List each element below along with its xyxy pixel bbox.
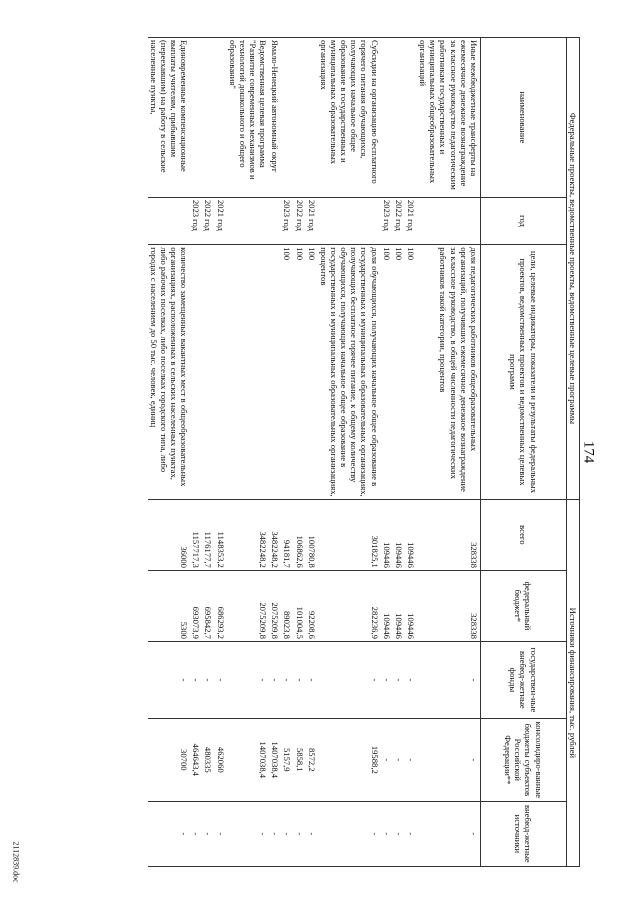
cell-regional: 5157,9	[281, 718, 293, 801]
cell-funds: -	[281, 641, 293, 718]
cell-year	[148, 197, 191, 244]
table-row	[227, 38, 270, 867]
cell-name	[202, 38, 214, 198]
cell-total: 109446	[393, 499, 405, 570]
cell-regional: 1407038,4	[269, 718, 281, 801]
cell-federal: 109446	[381, 570, 393, 641]
header-sources: Источники финансирования, тыс. рублей	[566, 499, 579, 866]
cell-total: 1157717,3	[190, 499, 202, 570]
table-row	[269, 38, 281, 867]
cell-regional: -	[393, 718, 405, 801]
cell-goal: 100	[306, 245, 318, 500]
cell-name: Единовременные компенсационные выплаты учителям, прибывшим (переехавшим) на работу в сельские населенные пункты,	[148, 38, 191, 198]
cell-regional: 480335	[202, 718, 214, 801]
cell-name	[306, 38, 318, 198]
cell-extra: -	[202, 801, 214, 866]
financing-table	[148, 37, 580, 867]
cell-name	[190, 38, 202, 198]
cell-goal	[202, 245, 214, 500]
cell-extra: -	[293, 801, 305, 866]
cell-year: 2022 год	[393, 197, 405, 244]
cell-goal	[227, 245, 270, 500]
cell-federal: 2075209,8	[227, 570, 270, 641]
cell-regional: 1407038,4	[227, 718, 270, 801]
header-group: Федеральные проекты, ведомственные проекты, ведомственные целевые программы	[566, 38, 579, 500]
cell-total: 109446	[381, 499, 393, 570]
cell-name: Ведомственная целевая программа "Развитие современных механизмов и технологий дошкольного и общего образования"	[227, 38, 270, 198]
cell-name	[293, 38, 305, 198]
cell-total: 100780,8	[306, 499, 318, 570]
cell-name: Иные межбюджетные трансферты на ежемесячное денежное вознаграждение за классное руководство педагогическим работникам государственных и муниципальных общеобразовательных организаций	[417, 38, 480, 198]
page-number: 174	[580, 440, 597, 464]
table-row	[202, 38, 214, 867]
cell-year: 2021 год	[306, 197, 318, 244]
landscape-table-area	[60, 37, 580, 867]
cell-federal: 686293,2	[214, 570, 226, 641]
cell-year: 2022 год	[202, 197, 214, 244]
cell-goal: 100	[405, 245, 417, 500]
cell-funds: -	[190, 641, 202, 718]
cell-extra: -	[318, 801, 381, 866]
header-extra: внебюд-жетные источники	[480, 801, 566, 866]
cell-federal: 109446	[393, 570, 405, 641]
cell-year	[269, 197, 281, 244]
cell-regional: 5858,1	[293, 718, 305, 801]
header-year: год	[480, 197, 566, 244]
cell-goal	[269, 245, 281, 500]
cell-extra: -	[227, 801, 270, 866]
cell-regional: -	[405, 718, 417, 801]
cell-extra: -	[306, 801, 318, 866]
table-row	[318, 38, 381, 867]
cell-extra: -	[417, 801, 480, 866]
table-row	[405, 38, 417, 867]
cell-goal	[214, 245, 226, 500]
cell-regional: 30700	[148, 718, 191, 801]
table-row	[381, 38, 393, 867]
cell-name	[214, 38, 226, 198]
cell-total: 301825,1	[318, 499, 381, 570]
cell-goal: 100	[293, 245, 305, 500]
cell-year: 2021 год	[405, 197, 417, 244]
cell-regional: 8572,2	[306, 718, 318, 801]
table-row	[281, 38, 293, 867]
cell-total: 106862,6	[293, 499, 305, 570]
cell-total: 1148353,2	[214, 499, 226, 570]
cell-federal: 693073,9	[190, 570, 202, 641]
table-body	[148, 38, 481, 867]
cell-goal: 100	[393, 245, 405, 500]
table-row	[293, 38, 305, 867]
cell-regional: 462060	[214, 718, 226, 801]
cell-name: Ямало-Ненецкий автономный округ	[269, 38, 281, 198]
table-row	[417, 38, 480, 867]
cell-regional: 464643,4	[190, 718, 202, 801]
cell-extra: -	[393, 801, 405, 866]
cell-extra: -	[214, 801, 226, 866]
cell-funds: -	[202, 641, 214, 718]
cell-year: 2022 год	[293, 197, 305, 244]
cell-funds: -	[318, 641, 381, 718]
cell-total: 94181,7	[281, 499, 293, 570]
cell-funds: -	[269, 641, 281, 718]
footer-code: 2112839.doc	[11, 841, 21, 883]
cell-total: 3482248,2	[227, 499, 270, 570]
table-row	[190, 38, 202, 867]
cell-name	[405, 38, 417, 198]
cell-funds: -	[293, 641, 305, 718]
cell-year	[417, 197, 480, 244]
cell-funds: -	[214, 641, 226, 718]
cell-extra: -	[281, 801, 293, 866]
cell-extra: -	[381, 801, 393, 866]
cell-funds: -	[306, 641, 318, 718]
cell-regional: -	[417, 718, 480, 801]
header-name: наименование	[480, 38, 566, 198]
cell-total: 1176177,7	[202, 499, 214, 570]
cell-goal	[190, 245, 202, 500]
cell-name	[393, 38, 405, 198]
cell-name	[281, 38, 293, 198]
header-total: всего	[480, 499, 566, 570]
cell-goal: доля обучающихся, получающих начальное общее образование в государственных и муниципальных образовательных организациях, получающих бесплатное горячее питание, к общему количеству обучающихся, получающих начальное общее образование в государственных и муниципальных образовательных организациях, процентов	[318, 245, 381, 500]
cell-federal: 5300	[148, 570, 191, 641]
cell-funds: -	[148, 641, 191, 718]
cell-extra: -	[269, 801, 281, 866]
cell-year: 2023 год	[381, 197, 393, 244]
header-federal: федеральный бюджет*	[480, 570, 566, 641]
cell-extra: -	[405, 801, 417, 866]
cell-total: 36000	[148, 499, 191, 570]
table-row	[306, 38, 318, 867]
cell-funds: -	[381, 641, 393, 718]
cell-goal: доля педагогических работников общеобразовательных организаций, получивших ежемесячное денежное вознаграждение за классное руководство, в общей численности педагогических работников такой категории, процентов	[417, 245, 480, 500]
cell-goal: количество замещенных вакантных мест в общеобразовательных организациях, расположенных в сельских населенных пунктах, либо рабочих поселках, либо поселках городского типа, либо городах с населением до 50 тыс. человек, единиц	[148, 245, 191, 500]
cell-federal: 89023,8	[281, 570, 293, 641]
cell-goal: 100	[381, 245, 393, 500]
cell-total: 328338	[417, 499, 480, 570]
cell-goal: 100	[281, 245, 293, 500]
table-row	[148, 38, 191, 867]
cell-extra: -	[190, 801, 202, 866]
header-goals: цели, целевые индикаторы, показатели и результаты федеральных проектов, ведомственных проектов и ведомственных целевых программ	[480, 245, 566, 500]
cell-federal: 92208,6	[306, 570, 318, 641]
table-row	[393, 38, 405, 867]
cell-funds: -	[417, 641, 480, 718]
cell-federal: 2075209,8	[269, 570, 281, 641]
cell-federal: 695842,7	[202, 570, 214, 641]
cell-year: 2023 год	[190, 197, 202, 244]
cell-federal: 101004,5	[293, 570, 305, 641]
header-funds: государствен-ные внебюд-жетные фонды	[480, 641, 566, 718]
cell-year	[227, 197, 270, 244]
cell-total: 3482248,2	[269, 499, 281, 570]
cell-year: 2023 год	[281, 197, 293, 244]
cell-name	[381, 38, 393, 198]
cell-year	[318, 197, 381, 244]
cell-federal: 109446	[405, 570, 417, 641]
table-row	[214, 38, 226, 867]
cell-federal: 282236,9	[318, 570, 381, 641]
cell-extra: -	[148, 801, 191, 866]
header-regional: консолидиро-ванные бюджеты субъектов Российской Федерации**	[480, 718, 566, 801]
cell-federal: 328338	[417, 570, 480, 641]
cell-regional: -	[381, 718, 393, 801]
cell-name: Субсидии на организацию бесплатного горячего питания обучающихся, получающих начальное общее образование в государственных и муниципальных образовательных организациях	[318, 38, 381, 198]
cell-year: 2021 год	[214, 197, 226, 244]
cell-regional: 19588,2	[318, 718, 381, 801]
cell-total: 109446	[405, 499, 417, 570]
cell-funds: -	[227, 641, 270, 718]
cell-funds: -	[405, 641, 417, 718]
cell-funds: -	[393, 641, 405, 718]
